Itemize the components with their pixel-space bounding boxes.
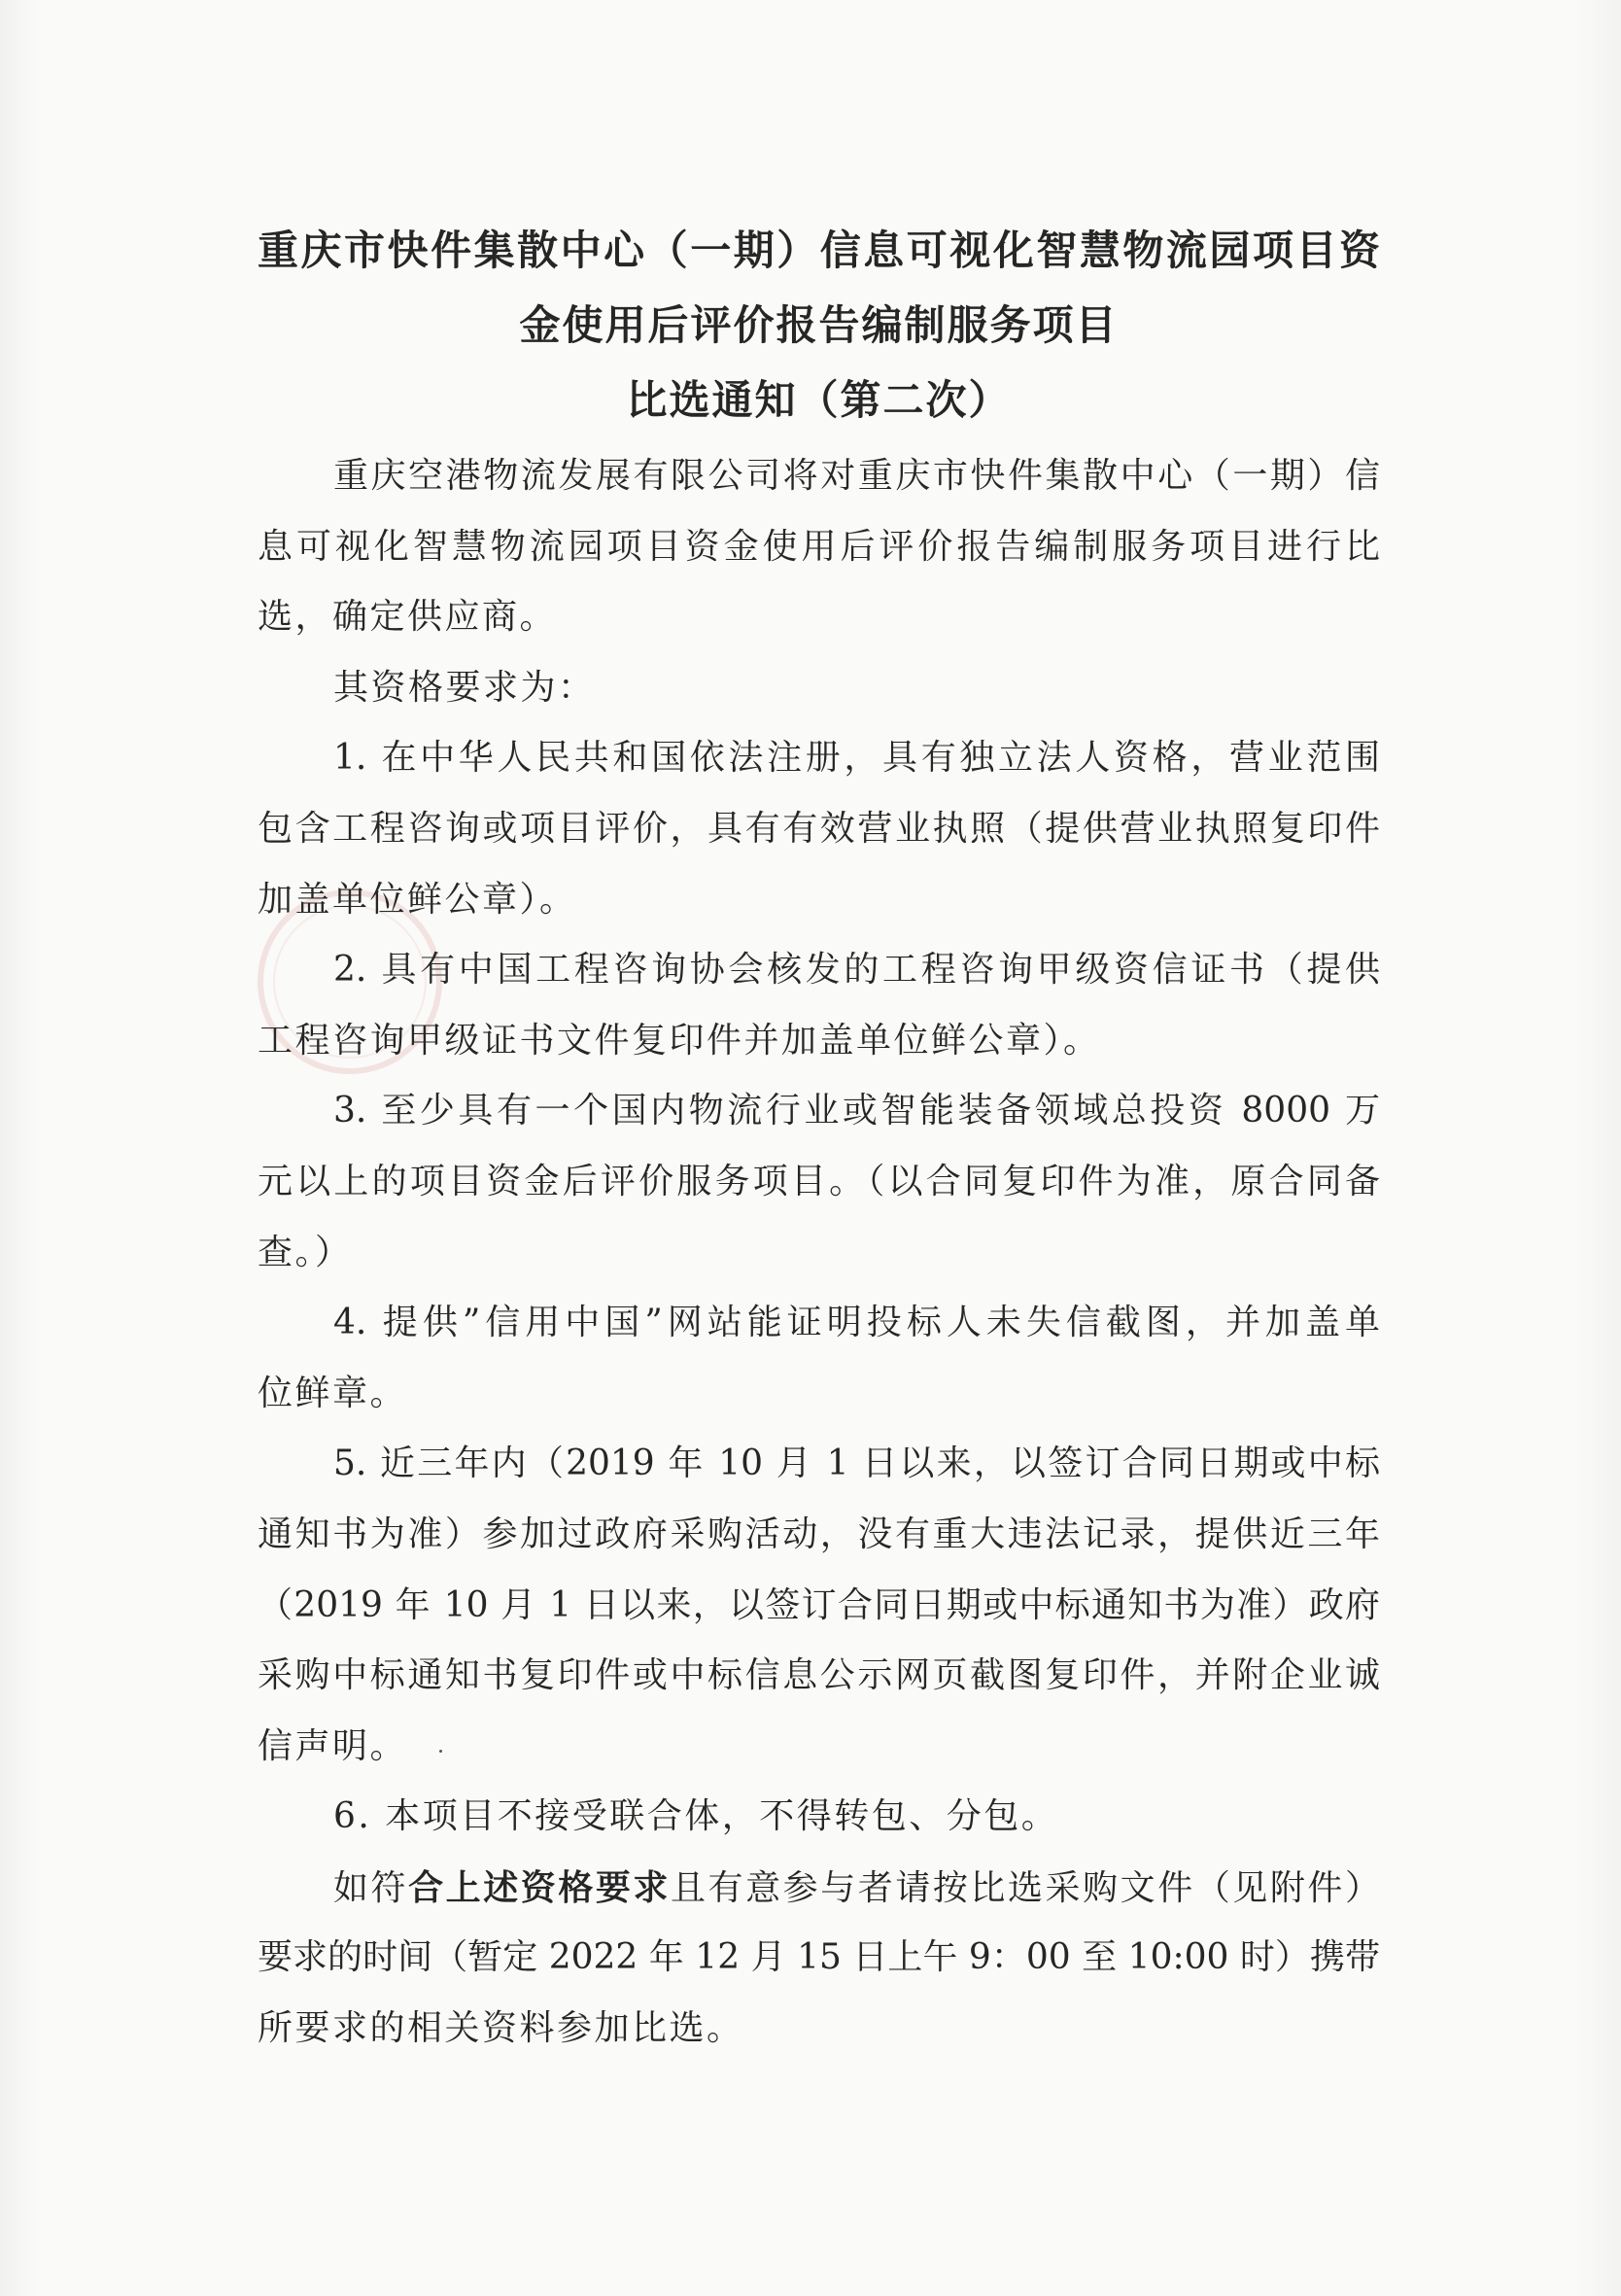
- body-line: 4. 提供”信用中国”网站能证明投标人未失信截图，并加盖单: [333, 1303, 1380, 1343]
- body-line: 位鲜章。: [258, 1373, 408, 1413]
- body-line: 其资格要求为：: [333, 667, 596, 708]
- body-text-segment: 如符: [333, 1867, 409, 1908]
- emphasized-text-segment: 合上述资格要求: [408, 1866, 671, 1908]
- title-line-1: 重庆市快件集散中心（一期）信息可视化智慧物流园项目资: [258, 226, 1380, 274]
- document-title: [258, 213, 1380, 437]
- body-line: 2. 具有中国工程咨询协会核发的工程咨询甲级资信证书（提供: [333, 950, 1380, 991]
- body-line: 加盖单位鲜公章）。: [258, 879, 577, 920]
- body-line-with-emphasis: [258, 1853, 1380, 1924]
- paragraph-requirement-2: [258, 935, 1380, 1076]
- body-line: 通知书为准）参加过政府采购活动，没有重大违法记录，提供近三年: [258, 1513, 1380, 1554]
- body-line: 包含工程咨询或项目评价，具有有效营业执照（提供营业执照复印件: [258, 808, 1380, 849]
- document-body: [258, 441, 1380, 2065]
- title-line-3: 比选通知（第二次）: [626, 376, 1012, 424]
- body-line: 工程咨询甲级证书文件复印件并加盖单位鲜公章）。: [258, 1020, 1101, 1061]
- paragraph-closing: [258, 1853, 1380, 2065]
- body-line: 6. 本项目不接受联合体，不得转包、分包。: [333, 1796, 1059, 1837]
- body-line: 1. 在中华人民共和国依法注册，具有独立法人资格，营业范围: [333, 738, 1380, 779]
- body-line: 重庆空港物流发展有限公司将对重庆市快件集散中心（一期）信: [333, 456, 1380, 496]
- paragraph-requirement-1: [258, 723, 1380, 935]
- body-line: 所要求的相关资料参加比选。: [258, 2008, 744, 2049]
- paragraph-requirement-6: [258, 1782, 1380, 1853]
- paragraph-intro: [258, 441, 1380, 653]
- body-text-segment: 且有意参与者请按比选采购文件（见附件）: [671, 1867, 1380, 1908]
- title-line-2: 金使用后评价报告编制服务项目: [519, 301, 1119, 349]
- scan-speck: [439, 1750, 442, 1753]
- body-line: 息可视化智慧物流园项目资金使用后评价报告编制服务项目进行比: [258, 526, 1380, 567]
- paragraph-requirement-5: [258, 1429, 1380, 1782]
- body-line: （2019 年 10 月 1 日以来，以签订合同日期或中标通知书为准）政府: [258, 1584, 1380, 1625]
- body-line: 要求的时间（暂定 2022 年 12 月 15 日上午 9：00 至 10:00 时）携带: [258, 1937, 1380, 1978]
- body-line: 5. 近三年内（2019 年 10 月 1 日以来，以签订合同日期或中标: [333, 1444, 1380, 1484]
- body-line: 信声明。: [258, 1725, 408, 1766]
- body-line: 3. 至少具有一个国内物流行业或智能装备领域总投资 8000 万: [333, 1091, 1380, 1131]
- body-line: 选，确定供应商。: [258, 597, 558, 638]
- body-line: 采购中标通知书复印件或中标信息公示网页截图复印件，并附企业诚: [258, 1655, 1380, 1696]
- paragraph-qualification-heading: [258, 653, 1380, 724]
- paragraph-requirement-3: [258, 1076, 1380, 1288]
- paragraph-requirement-4: [258, 1288, 1380, 1429]
- body-line: 元以上的项目资金后评价服务项目。（以合同复印件为准，原合同备: [258, 1161, 1380, 1201]
- body-line: 查。）: [258, 1232, 353, 1272]
